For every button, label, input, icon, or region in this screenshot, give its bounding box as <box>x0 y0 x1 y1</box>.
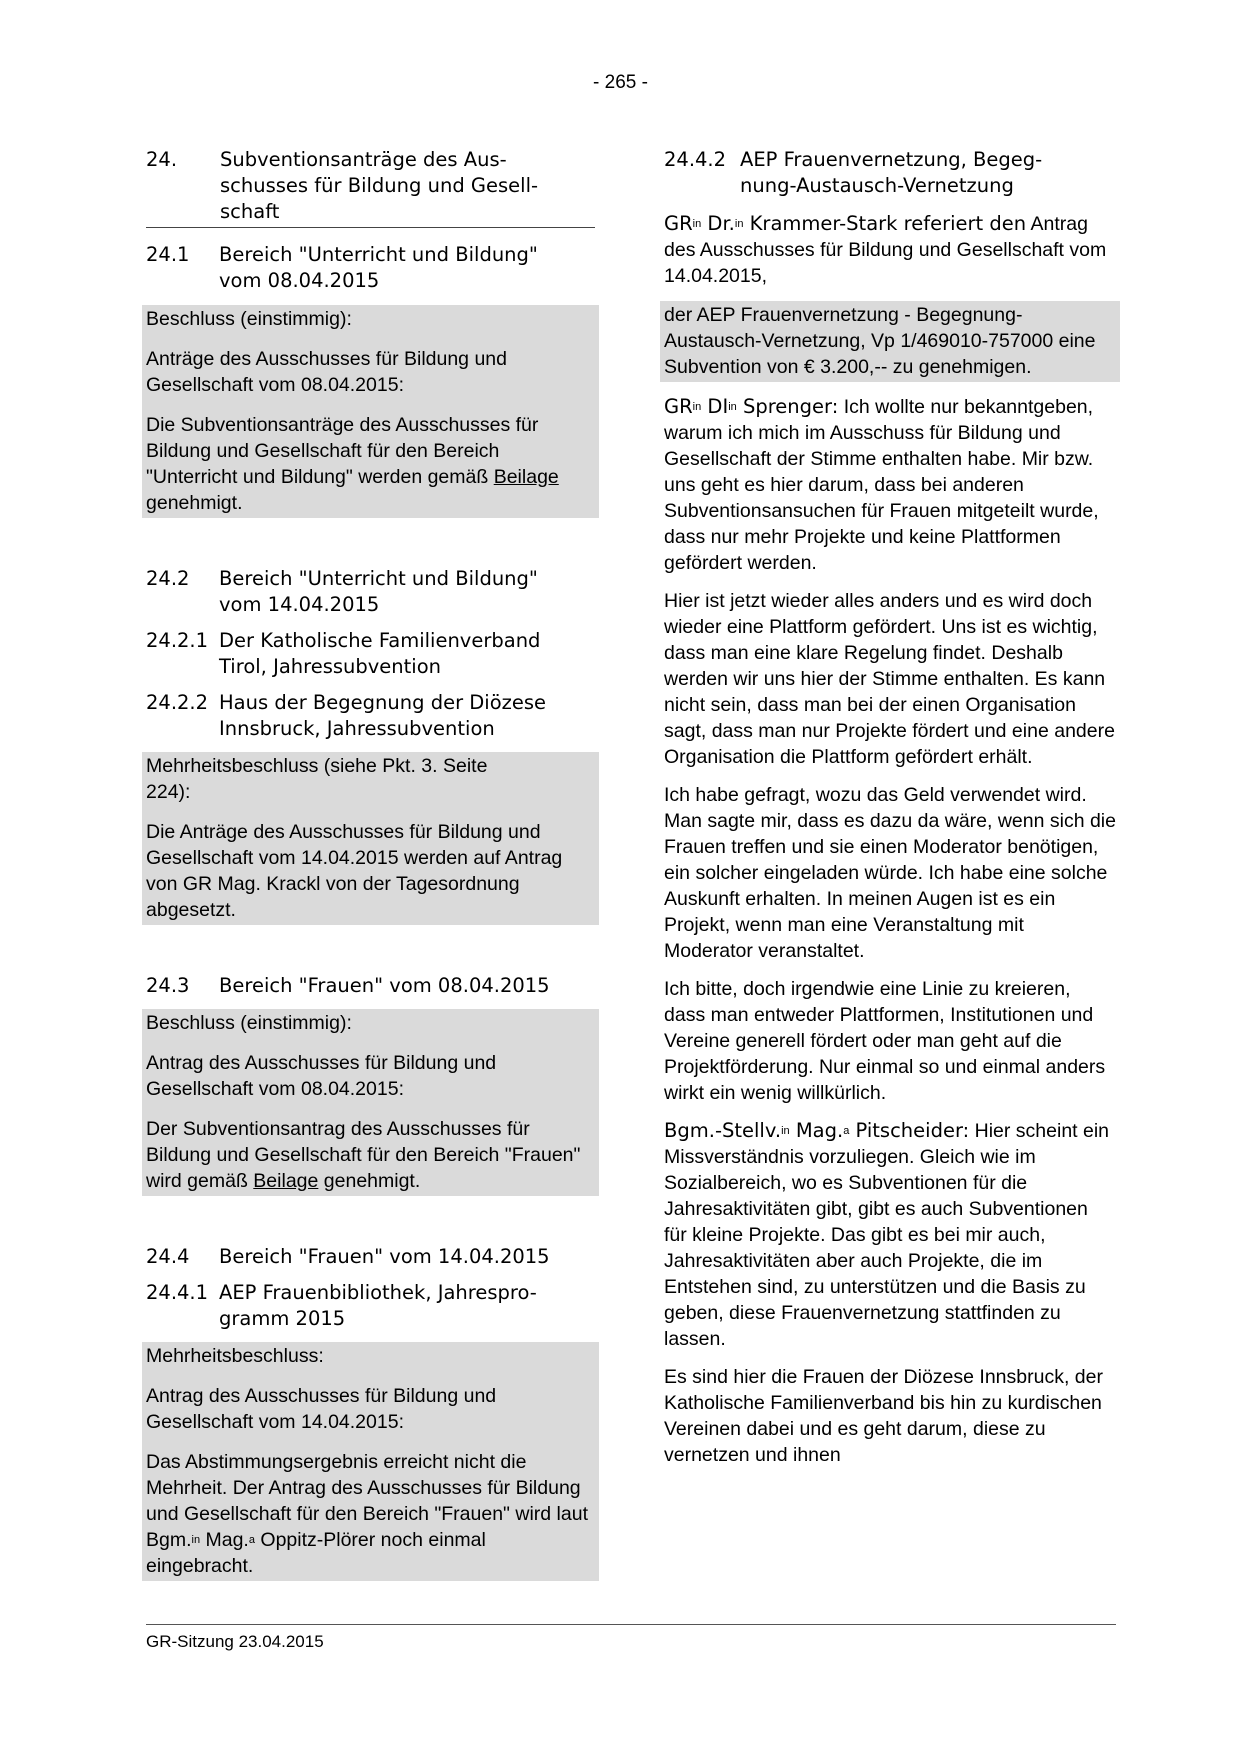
heading-24-2-2 <box>146 690 595 742</box>
paragraph: Ich habe gefragt, wozu das Geld verwendet wird. Man sagte mir, dass es dazu da wäre, wenn sich die Frauen treffen und sie einen Moderator benötigen, ein solcher eingeladen würde. Ich habe eine solche Auskunft erhalten. In meinen Augen ist es ein Projekt, wenn man eine Veranstaltung mit Moderator veranstaltet. <box>664 784 1116 962</box>
left-column <box>146 147 595 1593</box>
heading-24-2-1 <box>146 628 595 680</box>
paragraph: Es sind hier die Frauen der Diözese Innsbruck, der Katholische Familienverband bis hin zu kurdischen Vereinen dabei und es geht darum, diese zu vernetzen und ihnen <box>664 1366 1103 1466</box>
intro-paragraph: $GR^{in}$ Dr.$^{in}$ Krammer-Stark referiert den Antrag des Ausschusses für Bildung und Gesellschaft vom 14.04.2015, <box>664 212 1107 287</box>
right-column <box>664 147 1116 1480</box>
heading-number: 24.2.2 <box>146 691 209 714</box>
section-number: 24. <box>146 148 178 171</box>
heading-number: 24.2 <box>146 567 190 590</box>
resolution-box-24-2 <box>142 752 599 925</box>
footer-text: GR-Sitzung 23.04.2015 <box>146 1632 324 1651</box>
resolution-text: Die Subventionsanträge des Ausschusses für Bildung und Gesellschaft für den Bereich "Unterricht und Bildung" werden gemäß Beilage genehmigt. <box>146 414 559 514</box>
resolution-text: Der Subventionsantrag des Ausschusses für Bildung und Gesellschaft für den Bereich "Frauen" wird gemäß Beilage genehmigt. <box>146 1118 581 1192</box>
resolution-box-24-3 <box>142 1009 599 1196</box>
heading-text: Bereich "Unterricht und Bildung" vom 14.04.2015 <box>219 567 538 616</box>
heading-24-4-1 <box>146 1280 595 1332</box>
resolution-text: Die Anträge des Ausschusses für Bildung und Gesellschaft vom 14.04.2015 werden auf Antrag von GR Mag. Krackl von der Tagesordnung abgesetzt. <box>146 821 563 921</box>
heading-line: vom 08.04.2015 <box>219 269 380 292</box>
heading-text <box>146 242 595 294</box>
heading-24-3 <box>146 973 595 999</box>
heading-number: 24.4 <box>146 1245 190 1268</box>
motion-text: der AEP Frauenvernetzung - Begegnung-Austausch-Vernetzung, Vp 1/469010-757000 eine Subvention von € 3.200,-- zu genehmigen. <box>664 304 1096 378</box>
attachment-link[interactable]: Beilage <box>493 466 559 488</box>
heading-text: Haus der Begegnung der Diözese Innsbruck, Jahressubvention <box>219 691 547 740</box>
resolution-text: Das Abstimmungsergebnis erreicht nicht die Mehrheit. Der Antrag des Ausschusses für Bildung und Gesellschaft für den Bereich "Frauen" wird laut Bgm.$^{in}$ Mag.$^a$ Oppitz-Plörer noch einmal eingebracht. <box>146 1451 588 1577</box>
heading-number: 24.3 <box>146 974 190 997</box>
heading-number: 24.1 <box>146 243 190 266</box>
heading-number: 24.2.1 <box>146 629 209 652</box>
page-number: - 265 - <box>593 72 648 93</box>
paragraph: Hier ist jetzt wieder alles anders und es wird doch wieder eine Plattform gefördert. Uns ist es wichtig, dass man eine klare Regelung findet. Deshalb werden wir uns hier der Stimme enthalten. Es kann nicht sein, dass man bei der einen Organisation sagt, dass man nur Projekte fördert und eine andere Organisation die Plattform gefördert erhält. <box>664 590 1115 768</box>
resolution-type: Mehrheitsbeschluss (siehe Pkt. 3. Seite 224): <box>146 755 488 803</box>
heading-line: Bereich "Unterricht und Bildung" <box>219 243 538 266</box>
resolution-type: Beschluss (einstimmig): <box>146 308 352 330</box>
heading-24-4-2 <box>664 147 1116 199</box>
heading-text: Bereich "Frauen" vom 14.04.2015 <box>219 1245 550 1268</box>
resolution-box-24-4-1 <box>142 1342 599 1581</box>
heading-24-4 <box>146 1244 595 1270</box>
title-line: schaft <box>220 200 280 223</box>
resolution-type: Mehrheitsbeschluss: <box>146 1345 324 1367</box>
section-title-24 <box>146 147 595 228</box>
section-title-text <box>146 147 595 225</box>
resolution-box-24-1 <box>142 305 599 518</box>
paragraph: Ich bitte, doch irgendwie eine Linie zu kreieren, dass man entweder Plattformen, Institutionen und Vereine generell fördert oder man geht auf die Projektförderung. Nur einmal so und einmal anders wirkt ein wenig willkürlich. <box>664 978 1106 1104</box>
resolution-subject: Antrag des Ausschusses für Bildung und Gesellschaft vom 14.04.2015: <box>146 1385 497 1433</box>
heading-text: AEP Frauenbibliothek, Jahrespro- gramm 2015 <box>219 1281 537 1330</box>
heading-text: Der Katholische Familienverband Tirol, Jahressubvention <box>219 629 541 678</box>
heading-24-2 <box>146 566 595 618</box>
title-line: schusses für Bildung und Gesell- <box>220 174 539 197</box>
heading-text: AEP Frauenvernetzung, Begeg- nung-Austausch-Vernetzung <box>740 148 1043 197</box>
title-line: Subventionsanträge des Aus- <box>220 148 507 171</box>
resolution-subject: Anträge des Ausschusses für Bildung und Gesellschaft vom 08.04.2015: <box>146 348 507 396</box>
attachment-link[interactable]: Beilage <box>253 1170 319 1192</box>
footer-divider <box>146 1624 1116 1625</box>
heading-number: 24.4.1 <box>146 1281 209 1304</box>
heading-number: 24.4.2 <box>664 148 727 171</box>
heading-24-1 <box>146 242 595 294</box>
speech-pitscheider: Bgm.-Stellv.$^{in}$ Mag.$^a$ Pitscheider: Hier scheint ein Missverständnis vorzuliegen. Gleich wie im Sozialbereich, wo es Subventionen für die Jahresaktivitäten gibt, gibt es auch Subventionen für kleine Projekte. Das gibt es bei mir auch, Jahresaktivitäten aber auch Projekte, die im Entstehen sind, zu unterstützen und die Basis zu geben, diese Frauenvernetzung stattfinden zu lassen. <box>664 1119 1110 1350</box>
heading-text: Bereich "Frauen" vom 08.04.2015 <box>219 974 550 997</box>
resolution-subject: Antrag des Ausschusses für Bildung und Gesellschaft vom 08.04.2015: <box>146 1052 497 1100</box>
motion-box <box>660 301 1120 382</box>
resolution-type: Beschluss (einstimmig): <box>146 1012 352 1034</box>
speech-sprenger: $GR^{in}$ $DI^{in}$ Sprenger: Ich wollte nur bekanntgeben, warum ich mich im Ausschuss für Bildung und Gesellschaft der Stimme enthalten habe. Mir bzw. uns geht es hier darum, dass bei anderen Subventionsansuchen für Frauen mitgeteilt wurde, dass nur mehr Projekte und keine Plattformen gefördert werden. <box>664 395 1099 574</box>
